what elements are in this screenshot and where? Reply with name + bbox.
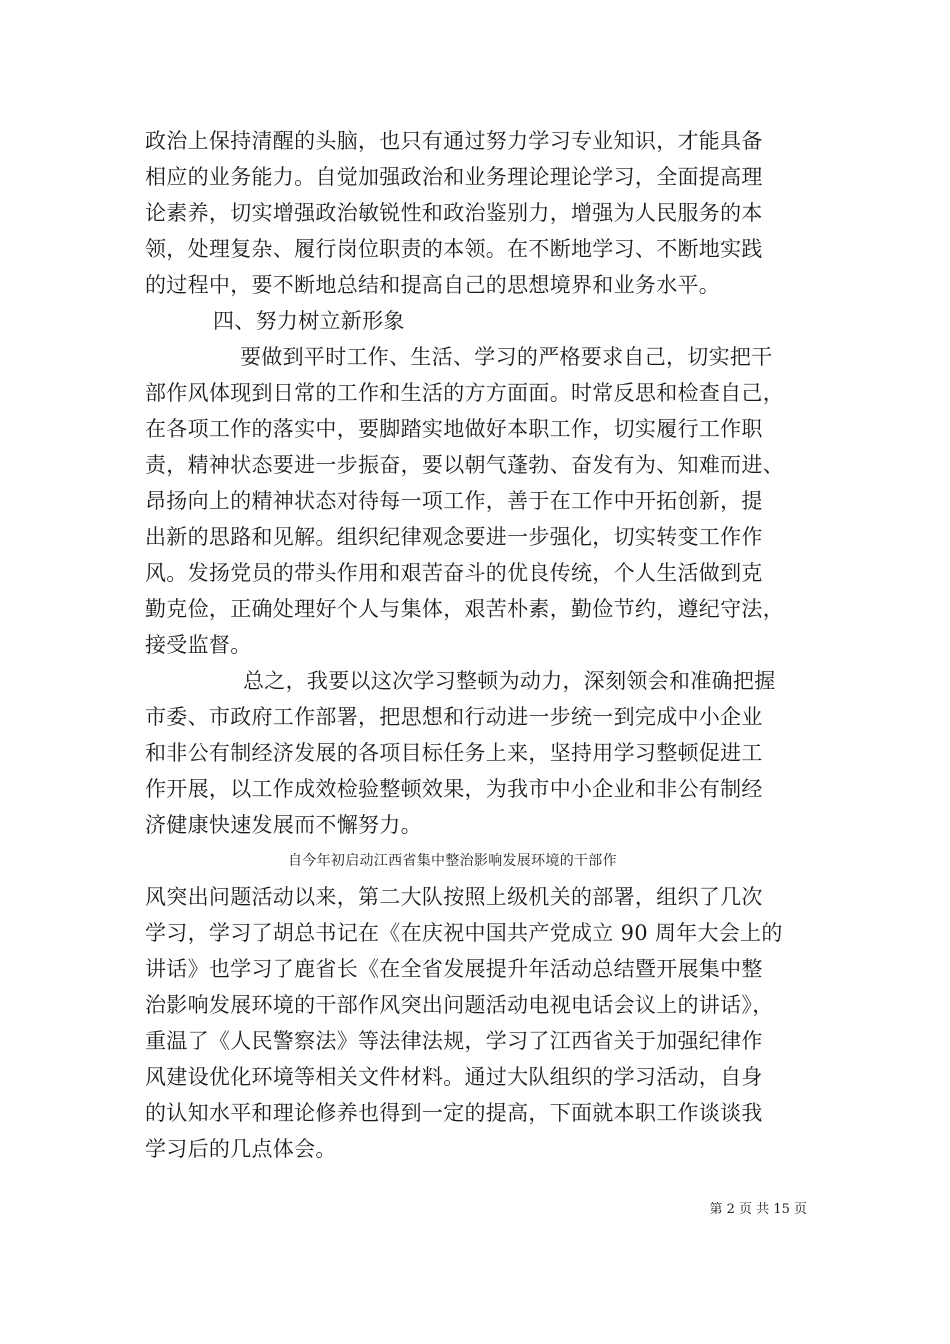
text-line: 责，精神状态要进一步振奋，要以朝气蓬勃、奋发有为、知难而进、 bbox=[145, 453, 784, 477]
text-line: 风。发扬党员的带头作用和艰苦奋斗的优良传统，个人生活做到克 bbox=[145, 561, 763, 585]
text-line: 济健康快速发展而不懈努力。 bbox=[145, 813, 422, 837]
text-line: 政治上保持清醒的头脑，也只有通过努力学习专业知识，才能具备 bbox=[145, 129, 763, 153]
text-line: 相应的业务能力。自觉加强政治和业务理论理论学习，全面提高理 bbox=[145, 165, 763, 189]
text-line: 出新的思路和见解。组织纪律观念要进一步强化，切实转变工作作 bbox=[145, 525, 763, 549]
text-line: 和非公有制经济发展的各项目标任务上来，坚持用学习整顿促进工 bbox=[145, 741, 763, 765]
text-line: 学习后的几点体会。 bbox=[145, 1137, 337, 1161]
text-line: 风建设优化环境等相关文件材料。通过大队组织的学习活动，自身 bbox=[145, 1065, 763, 1089]
text-line: 讲话》也学习了鹿省长《在全省发展提升年活动总结暨开展集中整 bbox=[145, 957, 763, 981]
text-line: 的过程中，要不断地总结和提高自己的思想境界和业务水平。 bbox=[145, 273, 721, 297]
text-line: 接受监督。 bbox=[145, 633, 252, 657]
text-line: 要做到平时工作、生活、学习的严格要求自己，切实把干 bbox=[240, 345, 773, 369]
section-heading: 四、努力树立新形象 bbox=[213, 309, 405, 333]
text-line: 风突出问题活动以来，第二大队按照上级机关的部署，组织了几次 bbox=[145, 885, 763, 909]
text-line: 市委、市政府工作部署，把思想和行动进一步统一到完成中小企业 bbox=[145, 705, 763, 729]
text-line: 治影响发展环境的干部作风突出问题活动电视电话会议上的讲话》， bbox=[145, 993, 774, 1017]
text-line: 作开展，以工作成效检验整顿效果，为我市中小企业和非公有制经 bbox=[145, 777, 763, 801]
text-line: 领，处理复杂、履行岗位职责的本领。在不断地学习、不断地实践 bbox=[145, 237, 763, 261]
text-line: 的认知水平和理论修养也得到一定的提高，下面就本职工作谈谈我 bbox=[145, 1101, 763, 1125]
text-line: 重温了《人民警察法》等法律法规，学习了江西省关于加强纪律作 bbox=[145, 1029, 763, 1053]
text-line: 自今年初启动江西省集中整治影响发展环境的干部作 bbox=[288, 853, 617, 869]
text-line: 昂扬向上的精神状态对待每一项工作，善于在工作中开拓创新，提 bbox=[145, 489, 763, 513]
text-line: 论素养，切实增强政治敏锐性和政治鉴别力，增强为人民服务的本 bbox=[145, 201, 763, 225]
text-line: 总之，我要以这次学习整顿为动力，深刻领会和准确把握 bbox=[243, 669, 776, 693]
page-number: 第 2 页 共 15 页 bbox=[709, 1202, 807, 1217]
text-line: 在各项工作的落实中，要脚踏实地做好本职工作，切实履行工作职 bbox=[145, 417, 763, 441]
text-line: 部作风体现到日常的工作和生活的方方面面。时常反思和检查自己， bbox=[145, 381, 784, 405]
text-line: 学习，学习了胡总书记在《在庆祝中国共产党成立 90 周年大会上的 bbox=[145, 921, 783, 945]
text-line: 勤克俭，正确处理好个人与集体，艰苦朴素，勤俭节约，遵纪守法， bbox=[145, 597, 784, 621]
